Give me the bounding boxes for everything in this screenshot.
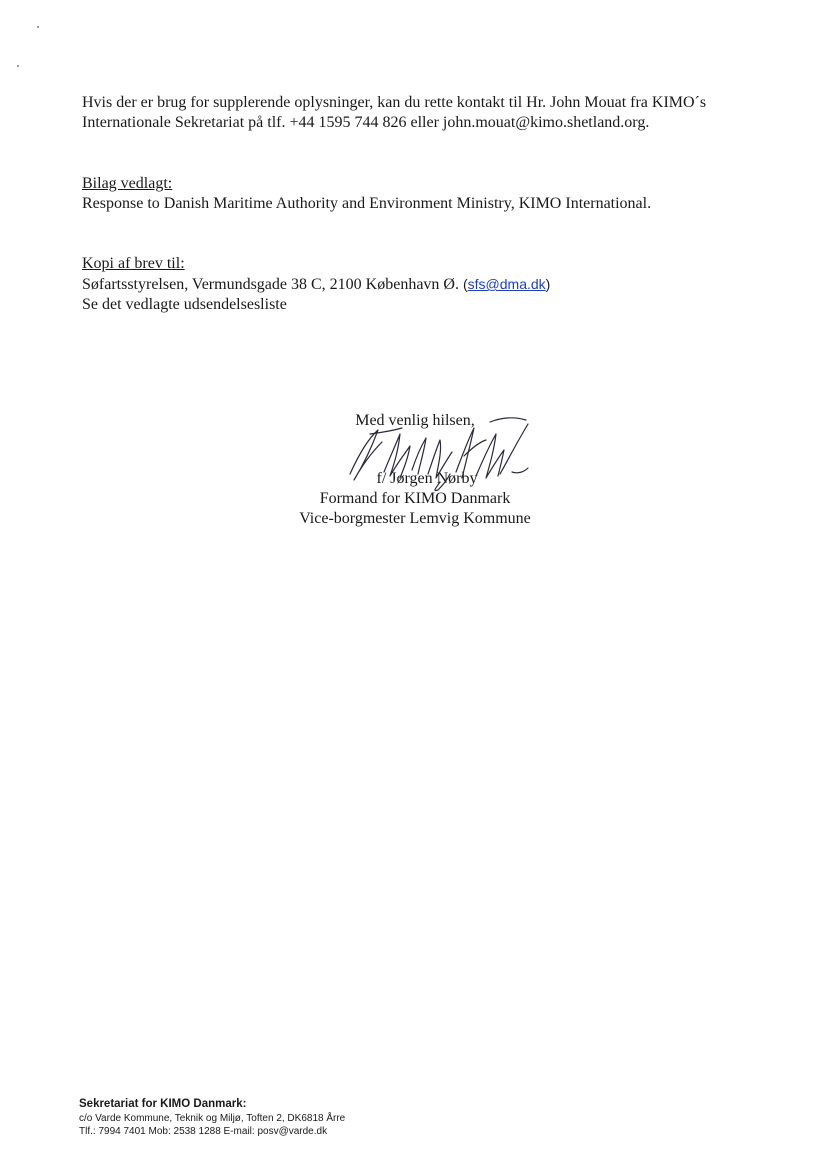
copies-section [82, 254, 550, 315]
copies-line-1 [82, 274, 550, 295]
scan-speck [37, 26, 39, 28]
signer-name: f/ Jørgen Nørby [376, 470, 478, 487]
footer-contact: Tlf.: 7994 7401 Mob: 2538 1288 E-mail: posv@varde.dk [79, 1126, 328, 1137]
paren-open: ( [462, 276, 468, 292]
page-footer [79, 1097, 345, 1138]
attachments-text: Response to Danish Maritime Authority and Environment Ministry, KIMO International. [82, 195, 652, 212]
contact-line-2: Internationale Sekretariat på tlf. +44 1595 744 826 eller john.mouat@kimo.shetland.org. [82, 114, 650, 131]
signer-role-2: Vice-borgmester Lemvig Kommune [299, 510, 531, 527]
contact-paragraph [82, 93, 706, 133]
scan-speck [17, 65, 19, 67]
closing-greeting: Med venlig hilsen, [355, 412, 475, 429]
attachments-section [82, 174, 651, 214]
copies-line-2: Se det vedlagte udsendelsesliste [82, 296, 287, 313]
dma-email-link[interactable]: sfs@dma.dk [467, 276, 546, 292]
footer-title: Sekretariat for KIMO Danmark: [79, 1098, 247, 1110]
copies-recipient: Søfartsstyrelsen, Vermundsgade 38 C, 2100 København Ø. [82, 276, 463, 293]
copies-heading: Kopi af brev til: [82, 255, 185, 272]
signer-role-1: Formand for KIMO Danmark [319, 490, 511, 507]
contact-line-1: Hvis der er brug for supplerende oplysninger, kan du rette kontakt til Hr. John Mouat fra KIMO´s [82, 94, 707, 111]
footer-address: c/o Varde Kommune, Teknik og Miljø, Toften 2, DK6818 Årre [79, 1113, 346, 1124]
handwritten-signature [340, 412, 540, 502]
attachments-heading: Bilag vedlagt: [82, 175, 173, 192]
paren-close: ) [545, 276, 551, 292]
